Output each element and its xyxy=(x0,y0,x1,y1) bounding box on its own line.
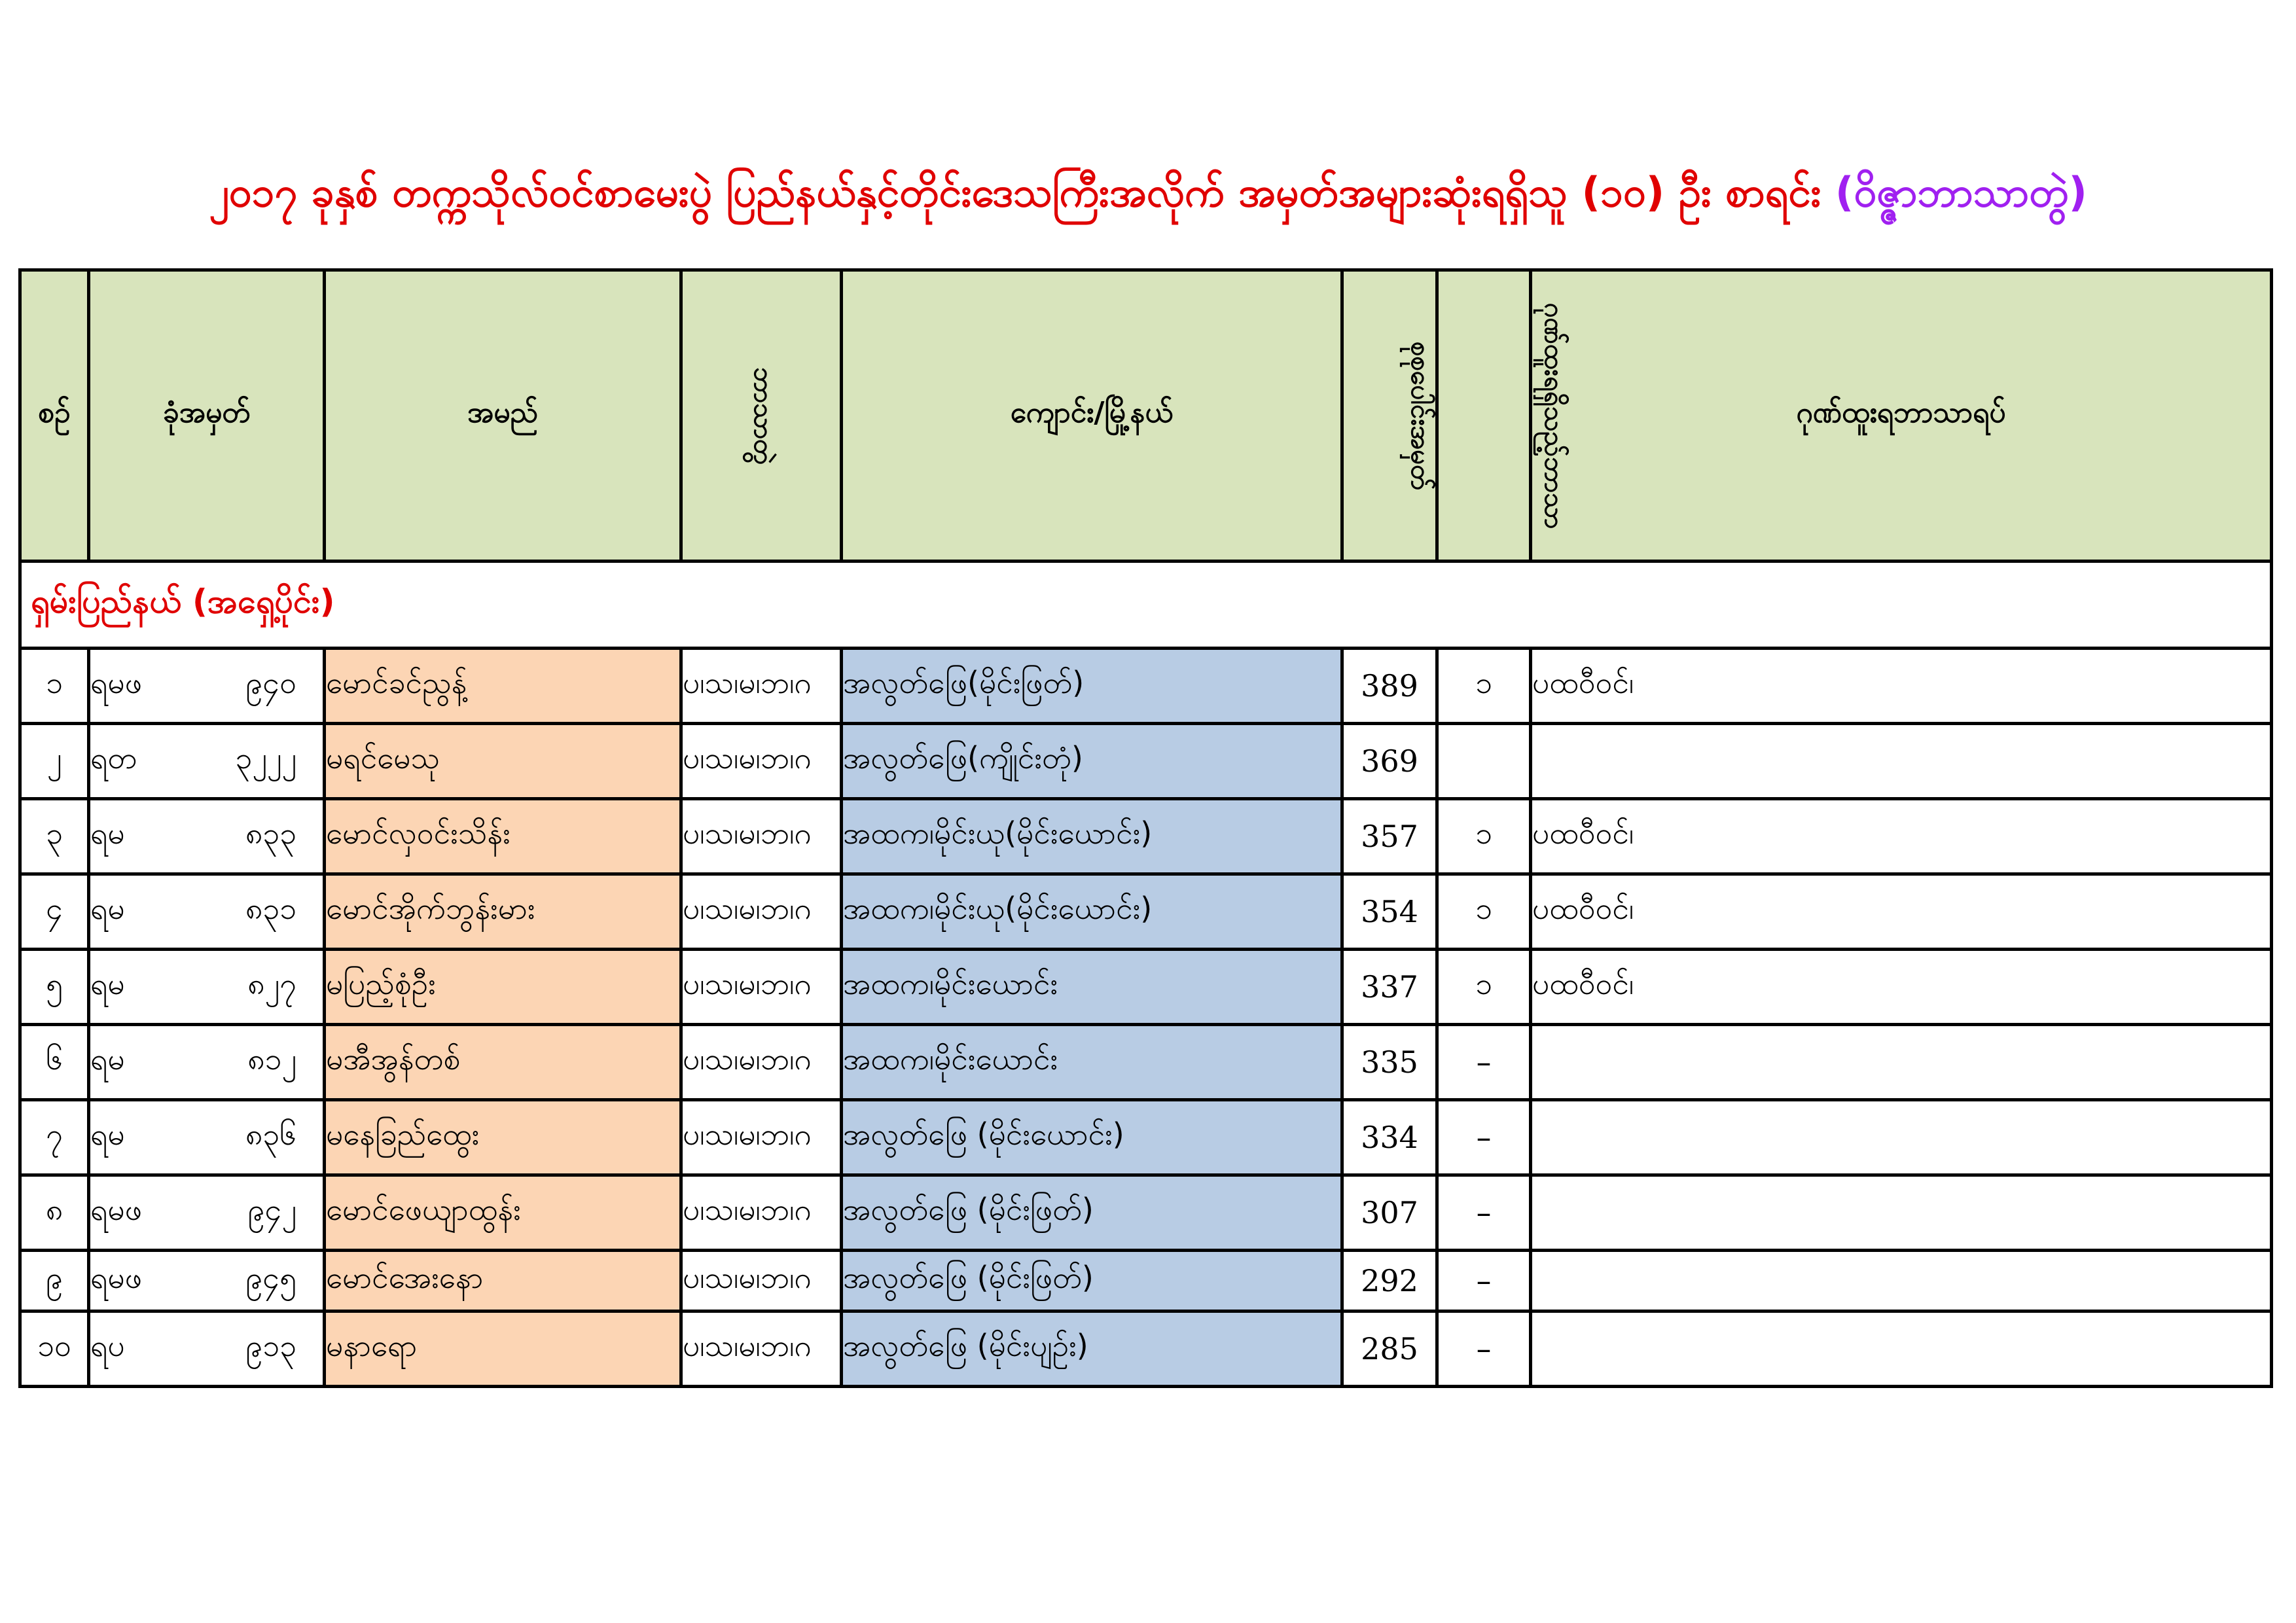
cell-no: ၃ xyxy=(20,799,89,874)
header-reg: ခုံအမှတ် xyxy=(89,270,325,562)
cell-name: မပြည့်စုံဦး xyxy=(325,950,681,1025)
cell-no: ၅ xyxy=(20,950,89,1025)
cell-remark: ပထဝီဝင်၊ xyxy=(1531,799,2272,874)
cell-total: 334 xyxy=(1342,1100,1437,1175)
cell-no: ၂ xyxy=(20,724,89,799)
cell-distinctions: ၁ xyxy=(1437,950,1531,1025)
header-subjects-label: ဘာသာတွဲ xyxy=(748,366,779,465)
cell-subjects: ပ၊သ၊မ၊ဘ၊ဂ xyxy=(681,1175,842,1251)
cell-school: အထက၊မိုင်းယောင်း xyxy=(842,950,1342,1025)
cell-reg-prefix: ရမ xyxy=(90,815,125,851)
cell-distinctions: – xyxy=(1437,1025,1531,1100)
cell-reg-prefix: ရမ xyxy=(90,890,125,926)
cell-school: အလွတ်ဖြေ (မိုင်းဖြတ်) xyxy=(842,1175,1342,1251)
cell-no: ၆ xyxy=(20,1025,89,1100)
cell-reg-num: ၉၁၃ xyxy=(245,1327,296,1363)
cell-remark xyxy=(1531,1175,2272,1251)
title-accent: (ဝိဇ္ဇာဘာသာတွဲ) xyxy=(1835,168,2087,216)
table-row xyxy=(20,1025,2272,1100)
cell-remark xyxy=(1531,1025,2272,1100)
cell-reg-num: ၈၃၃ xyxy=(245,815,296,851)
cell-school: အထက၊မိုင်းယု(မိုင်းယောင်း) xyxy=(842,874,1342,950)
cell-reg xyxy=(89,874,325,950)
cell-total: 337 xyxy=(1342,950,1437,1025)
cell-remark: ပထဝီဝင်၊ xyxy=(1531,649,2272,724)
cell-reg xyxy=(89,649,325,724)
cell-total: 307 xyxy=(1342,1175,1437,1251)
cell-reg xyxy=(89,1175,325,1251)
cell-distinctions: – xyxy=(1437,1175,1531,1251)
header-distinctions-label: ဂုဏ်ထူးရရှိသည့်ဘာသာ xyxy=(1539,302,1570,529)
header-distinctions xyxy=(1437,270,1570,562)
cell-reg-num: ၈၂၇ xyxy=(247,965,296,1001)
cell-school: အထက၊မိုင်းယု(မိုင်းယောင်း) xyxy=(842,799,1342,874)
cell-reg xyxy=(89,799,325,874)
cell-school: အလွတ်ဖြေ(ကျိုင်းတုံ) xyxy=(842,724,1342,799)
table-row xyxy=(20,649,2272,724)
cell-reg-prefix: ရပ xyxy=(90,1327,125,1363)
cell-reg-prefix: ရမဖ xyxy=(90,664,142,700)
cell-name: မနာရော xyxy=(325,1311,681,1387)
section-row xyxy=(20,562,2272,649)
cell-distinctions: – xyxy=(1437,1100,1531,1175)
header-total xyxy=(1342,270,1437,562)
cell-subjects: ပ၊သ၊မ၊ဘ၊ဂ xyxy=(681,1100,842,1175)
cell-remark xyxy=(1531,1251,2272,1311)
cell-reg-num: ၉၄၅ xyxy=(245,1259,296,1295)
cell-reg-prefix: ရမဖ xyxy=(90,1259,142,1295)
cell-subjects: ပ၊သ၊မ၊ဘ၊ဂ xyxy=(681,799,842,874)
cell-reg xyxy=(89,1251,325,1311)
cell-total: 292 xyxy=(1342,1251,1437,1311)
header-name: အမည် xyxy=(325,270,681,562)
cell-subjects: ပ၊သ၊မ၊ဘ၊ဂ xyxy=(681,649,842,724)
cell-reg xyxy=(89,1311,325,1387)
cell-no: ၁ xyxy=(20,649,89,724)
cell-reg-prefix: ရမ xyxy=(90,965,125,1001)
table-row xyxy=(20,874,2272,950)
cell-remark xyxy=(1531,724,2272,799)
cell-distinctions xyxy=(1437,724,1531,799)
cell-total: 357 xyxy=(1342,799,1437,874)
cell-no: ၈ xyxy=(20,1175,89,1251)
cell-remark: ပထဝီဝင်၊ xyxy=(1531,874,2272,950)
title-main: ၂၀၁၇ ခုနှစ် တက္ကသိုလ်ဝင်စာမေးပွဲ ပြည်နယ်နှင့်တိုင်းဒေသကြီးအလိုက် အမှတ်အများဆုံးရရှိသူ (၁၀) ဦး စာရင်း xyxy=(209,168,1821,216)
cell-remark xyxy=(1531,1311,2272,1387)
header-remark: ဂုဏ်ထူးရဘာသာရပ် xyxy=(1531,270,2272,562)
cell-remark xyxy=(1531,1100,2272,1175)
cell-subjects: ပ၊သ၊မ၊ဘ၊ဂ xyxy=(681,1025,842,1100)
cell-distinctions: ၁ xyxy=(1437,799,1531,874)
cell-subjects: ပ၊သ၊မ၊ဘ၊ဂ xyxy=(681,1251,842,1311)
cell-total: 354 xyxy=(1342,874,1437,950)
cell-no: ၄ xyxy=(20,874,89,950)
cell-distinctions: – xyxy=(1437,1311,1531,1387)
cell-reg-prefix: ရမ xyxy=(90,1116,125,1152)
header-school: ကျောင်း/မြို့နယ် xyxy=(842,270,1342,562)
cell-subjects: ပ၊သ၊မ၊ဘ၊ဂ xyxy=(681,950,842,1025)
cell-distinctions: ၁ xyxy=(1437,649,1531,724)
table-row xyxy=(20,1100,2272,1175)
table-row xyxy=(20,1175,2272,1251)
table-row xyxy=(20,1251,2272,1311)
cell-school: အလွတ်ဖြေ(မိုင်းဖြတ်) xyxy=(842,649,1342,724)
cell-school: အလွတ်ဖြေ (မိုင်းဖြတ်) xyxy=(842,1251,1342,1311)
cell-name: မောင်လှဝင်းသိန်း xyxy=(325,799,681,874)
cell-distinctions: – xyxy=(1437,1251,1531,1311)
cell-name: မောင်ခင်ညွန့် xyxy=(325,649,681,724)
cell-reg-num: ၈၁၂ xyxy=(247,1041,296,1077)
cell-reg-prefix: ရမ xyxy=(90,1041,125,1077)
cell-reg xyxy=(89,1100,325,1175)
cell-no: ၇ xyxy=(20,1100,89,1175)
cell-reg xyxy=(89,950,325,1025)
cell-reg-num: ၉၄၂ xyxy=(247,1191,296,1227)
cell-reg xyxy=(89,724,325,799)
results-table xyxy=(18,268,2273,1388)
cell-total: 285 xyxy=(1342,1311,1437,1387)
cell-reg-num: ၉၄၀ xyxy=(245,664,296,700)
header-row xyxy=(20,270,2272,562)
table-row xyxy=(20,950,2272,1025)
cell-reg-num: ၈၃၆ xyxy=(245,1116,296,1152)
cell-subjects: ပ၊သ၊မ၊ဘ၊ဂ xyxy=(681,874,842,950)
page-title xyxy=(0,167,2296,226)
cell-name: မောင်အိုက်ဘွန်းမား xyxy=(325,874,681,950)
cell-name: မောင်ဖေယျာထွန်း xyxy=(325,1175,681,1251)
cell-reg xyxy=(89,1025,325,1100)
cell-school: အလွတ်ဖြေ (မိုင်းယောင်း) xyxy=(842,1100,1342,1175)
cell-name: မောင်အေးနော xyxy=(325,1251,681,1311)
table-row xyxy=(20,799,2272,874)
table-row xyxy=(20,724,2272,799)
cell-no: ၁၀ xyxy=(20,1311,89,1387)
table-row xyxy=(20,1311,2272,1387)
cell-total: 389 xyxy=(1342,649,1437,724)
cell-name: မနေခြည်ထွေး xyxy=(325,1100,681,1175)
cell-reg-prefix: ရမဖ xyxy=(90,1191,142,1227)
cell-reg-num: ၃၂၂၂ xyxy=(235,740,296,776)
cell-name: မအီအွန်တစ် xyxy=(325,1025,681,1100)
cell-reg-num: ၈၃၁ xyxy=(245,890,296,926)
cell-school: အလွတ်ဖြေ (မိုင်းပျဉ်း) xyxy=(842,1311,1342,1387)
cell-distinctions: ၁ xyxy=(1437,874,1531,950)
header-subjects xyxy=(681,270,842,562)
header-total-label: စုစုပေါင်းအမှတ် xyxy=(1405,341,1436,491)
cell-remark: ပထဝီဝင်၊ xyxy=(1531,950,2272,1025)
cell-school: အထက၊မိုင်းယောင်း xyxy=(842,1025,1342,1100)
cell-reg-prefix: ရတ xyxy=(90,740,137,776)
header-no: စဉ် xyxy=(20,270,89,562)
cell-total: 335 xyxy=(1342,1025,1437,1100)
cell-subjects: ပ၊သ၊မ၊ဘ၊ဂ xyxy=(681,1311,842,1387)
cell-no: ၉ xyxy=(20,1251,89,1311)
section-label: ရှမ်းပြည်နယ် (အရှေ့ပိုင်း) xyxy=(20,562,2272,649)
cell-name: မရင်မေသု xyxy=(325,724,681,799)
cell-total: 369 xyxy=(1342,724,1437,799)
cell-subjects: ပ၊သ၊မ၊ဘ၊ဂ xyxy=(681,724,842,799)
